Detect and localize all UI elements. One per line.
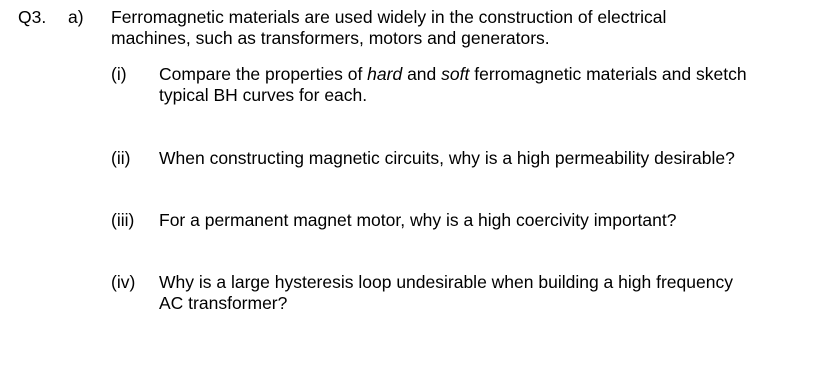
text-segment: and — [402, 64, 442, 84]
subpart-line-1: Why is a large hysteresis loop undesirable when building a high frequency — [159, 272, 733, 292]
text-segment: Compare the properties of — [159, 64, 368, 84]
subpart-label: (iv) — [111, 272, 136, 292]
subpart-text: For a permanent magnet motor, why is a high coercivity important? — [159, 210, 677, 230]
subpart-text — [159, 272, 733, 314]
emphasis-soft: soft — [441, 64, 470, 84]
question-intro — [111, 7, 666, 49]
part-label: a) — [68, 7, 84, 27]
subpart-line-2: AC transformer? — [159, 293, 288, 313]
subpart-label: (i) — [111, 64, 127, 84]
subpart-line-1 — [159, 64, 747, 85]
intro-line-2: machines, such as transformers, motors and generators. — [111, 28, 550, 48]
subpart-label: (ii) — [111, 148, 131, 168]
subpart-line-2: typical BH curves for each. — [159, 85, 368, 105]
subpart-text — [159, 64, 747, 106]
text-segment: ferromagnetic materials and sketch — [469, 64, 747, 84]
question-number: Q3. — [18, 7, 47, 27]
intro-line-1: Ferromagnetic materials are used widely in the construction of electrical — [111, 7, 667, 27]
subpart-text: When constructing magnetic circuits, why is a high permeability desirable? — [159, 148, 735, 168]
emphasis-hard: hard — [367, 64, 403, 84]
subpart-label: (iii) — [111, 210, 135, 230]
